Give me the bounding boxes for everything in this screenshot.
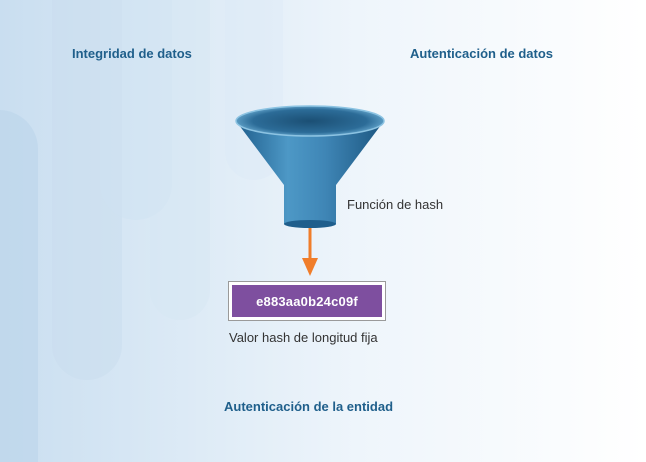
entity-authentication-label: Autenticación de la entidad [224,399,394,414]
fixed-length-hash-label: Valor hash de longitud fija [229,330,378,345]
data-authentication-label: Autenticación de datos [410,46,554,61]
hash-function-label: Función de hash [347,197,444,212]
arrow-down-icon [302,228,318,276]
data-integrity-label: Integridad de datos [72,46,192,61]
hash-value-box [228,281,386,321]
hash-value: e883aa0b24c09f [232,285,382,317]
